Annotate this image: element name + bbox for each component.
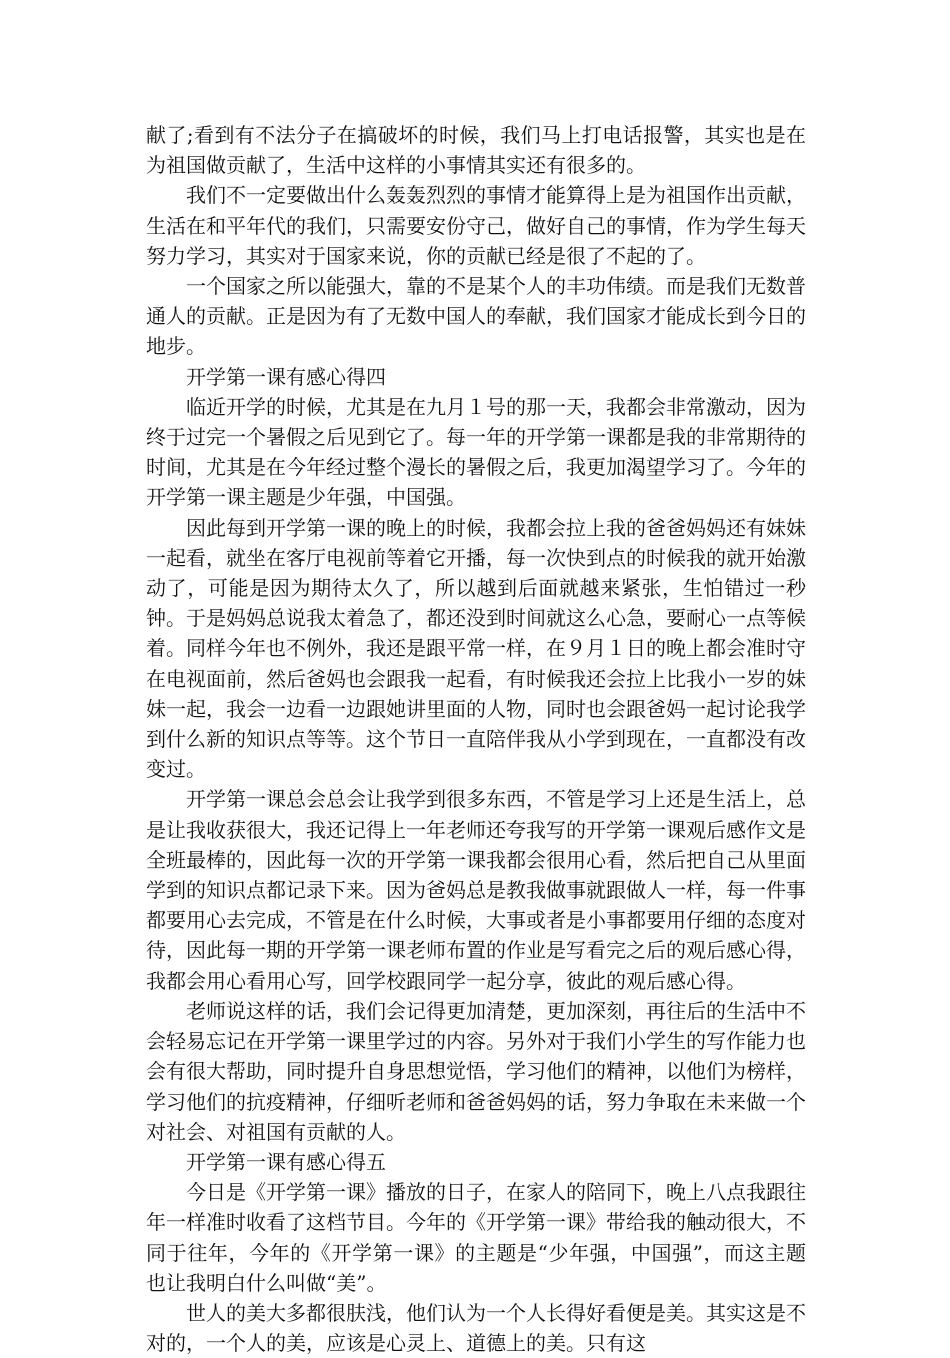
section-heading-4: 开学第一课有感心得四 — [186, 364, 386, 389]
paragraph: 老师说这样的话，我们会记得更加清楚，更加深刻，再往后的生活中不会轻易忘记在开学第一课里学过的内容。另外对于我们小学生的写作能力也会有很大帮助，同时提升自身思想觉悟，学习他们的精神，以他们为榜样，学习他们的抗疫精神，仔细听老师和爸爸妈妈的话，努力争取在未来做一个对社会、对祖国有贡献的人。 — [146, 998, 806, 1144]
section-heading-5: 开学第一课有感心得五 — [186, 1149, 386, 1174]
paragraph: 因此每到开学第一课的晚上的时候，我都会拉上我的爸爸妈妈还有妹妹一起看，就坐在客厅电视前等着它开播，每一次快到点的时候我的就开始激动了，可能是因为期待太久了，所以越到后面就越来紧张，生怕错过一秒钟。于是妈妈总说我太着急了，都还没到时间就这么心急，要耐心一点等候着。同样今年也不例外，我还是跟平常一样，在９月１日的晚上都会准时守在电视面前，然后爸妈也会跟我一起看，有时候我还会拉上比我小一岁的妹妹一起，我会一边看一边跟她讲里面的人物，同时也会跟爸妈一起讨论我学到什么新的知识点等等。这个节日一直陪伴我从小学到现在，一直都没有改变过。 — [146, 515, 806, 782]
paragraph: 我们不一定要做出什么轰轰烈烈的事情才能算得上是为祖国作出贡献，生活在和平年代的我们，只需要安份守己，做好自己的事情，作为学生每天努力学习，其实对于国家来说，你的贡献已经是很了不起的了。 — [146, 183, 806, 268]
paragraph: 今日是《开学第一课》播放的日子，在家人的陪同下，晚上八点我跟往年一样准时收看了这档节目。今年的《开学第一课》带给我的触动很大，不同于往年，今年的《开学第一课》的主题是“少年强，中国强”，而这主题也让我明白什么叫做“美”。 — [146, 1180, 806, 1295]
paragraph: 世人的美大多都很肤浅，他们认为一个人长得好看便是美。其实这是不对的，一个人的美，应该是心灵上、道德上的美。只有这 — [146, 1300, 806, 1356]
document-page — [146, 120, 806, 1358]
paragraph: 一个国家之所以能强大，靠的不是某个人的丰功伟绩。而是我们无数普通人的贡献。正是因为有了无数中国人的奉献，我们国家才能成长到今日的地步。 — [146, 274, 806, 359]
paragraph: 开学第一课总会总会让我学到很多东西，不管是学习上还是生活上，总是让我收获很大，我还记得上一年老师还夸我写的开学第一课观后感作文是全班最棒的，因此每一次的开学第一课我都会很用心看，然后把自己从里面学到的知识点都记录下来。因为爸妈总是教我做事就跟做人一样，每一件事都要用心去完成，不管是在什么时候，大事或者是小事都要用仔细的态度对待，因此每一期的开学第一课老师布置的作业是写看完之后的观后感心得，我都会用心看用心写，回学校跟同学一起分享，彼此的观后感心得。 — [146, 787, 806, 993]
paragraph-continuation: 献了;看到有不法分子在搞破坏的时候，我们马上打电话报警，其实也是在为祖国做贡献了，生活中这样的小事情其实还有很多的。 — [146, 123, 806, 178]
paragraph: 临近开学的时候，尤其是在九月１号的那一天，我都会非常激动，因为终于过完一个暑假之后见到它了。每一年的开学第一课都是我的非常期待的时间，尤其是在今年经过整个漫长的暑假之后，我更加渴望学习了。今年的开学第一课主题是少年强，中国强。 — [146, 394, 806, 510]
